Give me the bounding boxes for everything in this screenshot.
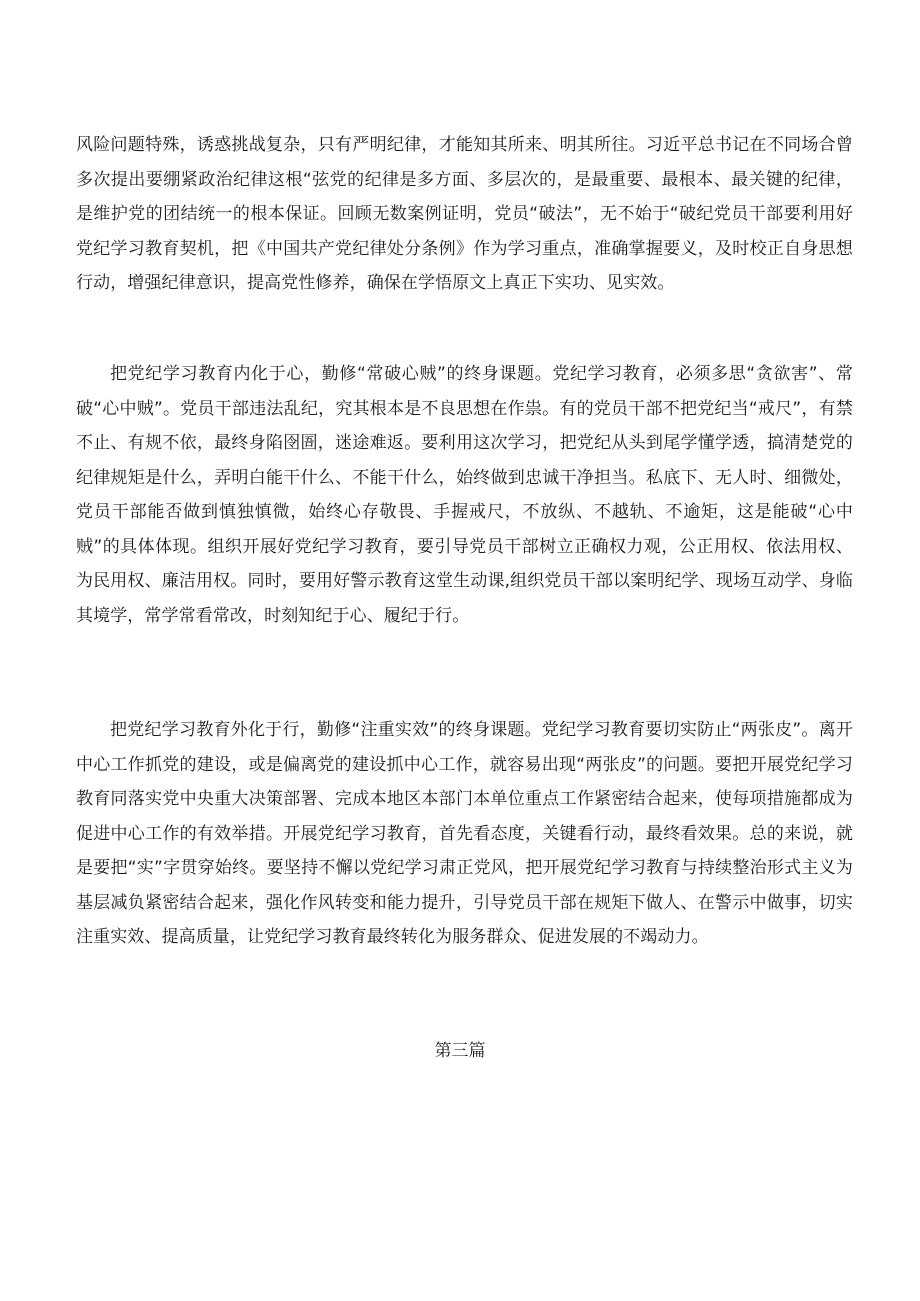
paragraph-3: 把党纪学习教育外化于行，勤修“注重实效”的终身课题。党纪学习教育要切实防止“两张皮”。离开中心工作抓党的建设，或是偏离党的建设抓中心工作，就容易出现“两张皮”的问题。要把开展党纪学习教育同落实党中央重大决策部署、完成本地区本部门本单位重点工作紧密结合起来，使每项措施都成为促进中心工作的有效举措。开展党纪学习教育，首先看态度，关键看行动，最终看效果。总的来说，就是要把“实”字贯穿始终。要坚持不懈以党纪学习肃正党风，把开展党纪学习教育与持续整治形式主义为基层减负紧密结合起来，强化作风转变和能力提升，引导党员干部在规矩下做人、在警示中做事，切实注重实效、提高质量，让党纪学习教育最终转化为服务群众、促进发展的不竭动力。 <box>76 720 853 947</box>
paragraph-2: 把党纪学习教育内化于心，勤修“常破心贼”的终身课题。党纪学习教育，必须多思“贪欲害”、常破“心中贼”。党员干部违法乱纪，究其根本是不良思想在作祟。有的党员干部不把党纪当“戒尺”，有禁不止、有规不依，最终身陷囹圄，迷途难返。要利用这次学习，把党纪从头到尾学懂学透，搞清楚党的纪律规矩是什么，弄明白能干什么、不能干什么，始终做到忠诚干净担当。私底下、无人时、细微处，党员干部能否做到慎独慎微，始终心存敬畏、手握戒尺，不放纵、不越轨、不逾矩，这是能破“心中贼”的具体体现。组织开展好党纪学习教育，要引导党员干部树立正确权力观，公正用权、依法用权、为民用权、廉洁用权。同时，要用好警示教育这堂生动课,组织党员干部以案明纪学、现场互动学、身临其境学，常学常看常改，时刻知纪于心、履纪于行。 <box>76 364 853 626</box>
paragraph-1: 风险问题特殊，诱惑挑战复杂，只有严明纪律，才能知其所来、明其所往。习近平总书记在不同场合曾多次提出要绷紧政治纪律这根“弦党的纪律是多方面、多层次的，是最重要、最根本、最关键的纪律，是维护党的团结统一的根本保证。回顾无数案例证明，党员“破法”，无不始于“破纪党员干部要利用好党纪学习教育契机，把《中国共产党纪律处分条例》作为学习重点，准确掌握要义，及时校正自身思想行动，增强纪律意识，提高党性修养，确保在学悟原文上真正下实功、见实效。 <box>76 135 853 293</box>
section-heading: 第三篇 <box>434 1041 486 1061</box>
